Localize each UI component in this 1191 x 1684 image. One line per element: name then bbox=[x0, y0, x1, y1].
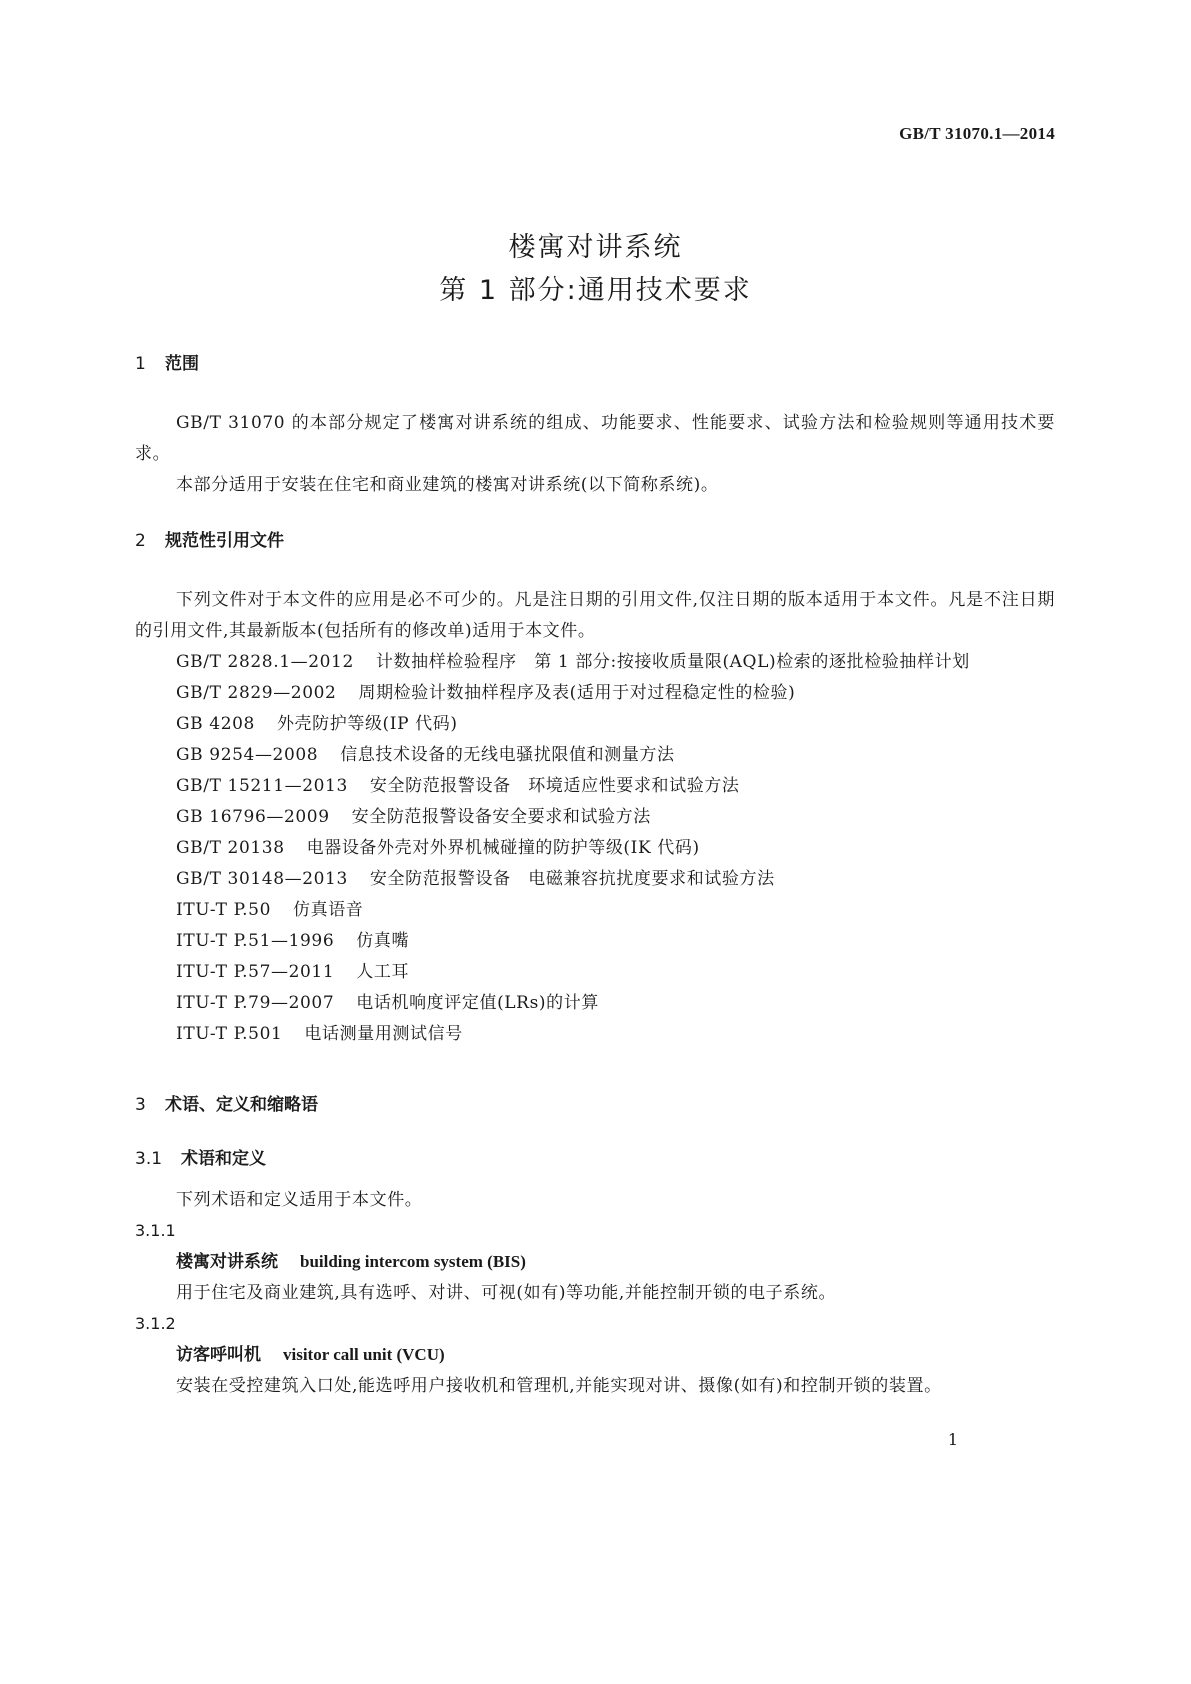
document-title-line2: 第 1 部分:通用技术要求 bbox=[439, 275, 752, 306]
reference-title: 安全防范报警设备 环境适应性要求和试验方法 bbox=[369, 776, 740, 796]
reference-item bbox=[135, 957, 1055, 988]
subsection-number: 3.1 bbox=[135, 1149, 163, 1169]
reference-title: 计数抽样检验程序 第 1 部分:按接收质量限(AQL)检索的逐批检验抽样计划 bbox=[375, 652, 970, 672]
term-name-zh: 楼寓对讲系统 bbox=[176, 1252, 278, 1272]
reference-item bbox=[135, 926, 1055, 957]
reference-code: GB/T 15211—2013 bbox=[176, 776, 348, 796]
standard-code: GB/T 31070.1—2014 bbox=[899, 124, 1055, 143]
term-definition: 用于住宅及商业建筑,具有选呼、对讲、可视(如有)等功能,并能控制开锁的电子系统。 bbox=[176, 1283, 837, 1303]
reference-code: ITU-T P.51—1996 bbox=[176, 931, 335, 951]
reference-code: ITU-T P.57—2011 bbox=[176, 962, 335, 982]
section-3 bbox=[135, 1093, 1055, 1117]
section-number: 1 bbox=[135, 354, 146, 374]
section-1-body bbox=[135, 408, 1055, 501]
paragraph: 下列术语和定义适用于本文件。 bbox=[176, 1190, 423, 1210]
term-definition: 安装在受控建筑入口处,能选呼用户接收机和管理机,并能实现对讲、摄像(如有)和控制开锁的装置。 bbox=[176, 1376, 942, 1396]
reference-item bbox=[135, 678, 1055, 709]
term-number: 3.1.2 bbox=[135, 1314, 176, 1333]
section-title: 范围 bbox=[165, 354, 199, 374]
term-name bbox=[135, 1339, 1055, 1371]
paragraph: GB/T 31070 的本部分规定了楼寓对讲系统的组成、功能要求、性能要求、试验方法和检验规则等通用技术要求。 bbox=[135, 413, 1055, 464]
reference-item bbox=[135, 740, 1055, 771]
term-name bbox=[135, 1246, 1055, 1278]
reference-code: GB 4208 bbox=[176, 714, 255, 734]
reference-item bbox=[135, 771, 1055, 802]
section-heading bbox=[135, 352, 1055, 376]
section-heading bbox=[135, 529, 1055, 553]
section-title: 规范性引用文件 bbox=[165, 531, 284, 551]
subsection-heading bbox=[135, 1147, 1055, 1171]
term-number: 3.1.1 bbox=[135, 1221, 176, 1240]
reference-code: GB/T 2828.1—2012 bbox=[176, 652, 354, 672]
page-number: 1 bbox=[947, 1430, 958, 1449]
reference-item bbox=[135, 833, 1055, 864]
reference-title: 电话测量用测试信号 bbox=[304, 1024, 463, 1044]
reference-item bbox=[135, 988, 1055, 1019]
paragraph: 本部分适用于安装在住宅和商业建筑的楼寓对讲系统(以下简称系统)。 bbox=[176, 475, 719, 495]
paragraph: 下列文件对于本文件的应用是必不可少的。凡是注日期的引用文件,仅注日期的版本适用于本文件。凡是不注日期的引用文件,其最新版本(包括所有的修改单)适用于本文件。 bbox=[135, 590, 1055, 641]
reference-title: 安全防范报警设备 电磁兼容抗扰度要求和试验方法 bbox=[369, 869, 775, 889]
section-number: 3 bbox=[135, 1095, 146, 1115]
reference-title: 周期检验计数抽样程序及表(适用于对过程稳定性的检验) bbox=[358, 683, 796, 703]
term-name-zh: 访客呼叫机 bbox=[176, 1345, 261, 1365]
term-name-en: visitor call unit (VCU) bbox=[283, 1345, 445, 1364]
subsection-3-1 bbox=[135, 1147, 1055, 1171]
reference-item bbox=[135, 1019, 1055, 1050]
section-heading bbox=[135, 1093, 1055, 1117]
section-1 bbox=[135, 352, 1055, 376]
reference-item bbox=[135, 709, 1055, 740]
reference-code: GB 9254—2008 bbox=[176, 745, 319, 765]
reference-code: ITU-T P.79—2007 bbox=[176, 993, 335, 1013]
reference-title: 信息技术设备的无线电骚扰限值和测量方法 bbox=[340, 745, 675, 765]
reference-code: GB/T 20138 bbox=[176, 838, 285, 858]
reference-title: 仿真嘴 bbox=[356, 931, 410, 951]
reference-title: 电器设备外壳对外界机械碰撞的防护等级(IK 代码) bbox=[306, 838, 700, 858]
reference-code: ITU-T P.501 bbox=[176, 1024, 283, 1044]
document-title-line1: 楼寓对讲系统 bbox=[508, 232, 683, 263]
reference-item bbox=[135, 895, 1055, 926]
reference-code: GB 16796—2009 bbox=[176, 807, 330, 827]
reference-title: 人工耳 bbox=[356, 962, 410, 982]
reference-code: GB/T 2829—2002 bbox=[176, 683, 337, 703]
reference-item bbox=[135, 647, 1055, 678]
reference-code: ITU-T P.50 bbox=[176, 900, 271, 920]
reference-title: 仿真语音 bbox=[293, 900, 364, 920]
subsection-title: 术语和定义 bbox=[181, 1149, 266, 1169]
reference-code: GB/T 30148—2013 bbox=[176, 869, 348, 889]
reference-title: 外壳防护等级(IP 代码) bbox=[276, 714, 458, 734]
section-2-body bbox=[135, 585, 1055, 1050]
section-2 bbox=[135, 529, 1055, 553]
reference-title: 电话机响度评定值(LRs)的计算 bbox=[356, 993, 599, 1013]
reference-title: 安全防范报警设备安全要求和试验方法 bbox=[351, 807, 651, 827]
section-number: 2 bbox=[135, 531, 146, 551]
section-title: 术语、定义和缩略语 bbox=[165, 1095, 318, 1115]
term-name-en: building intercom system (BIS) bbox=[300, 1252, 526, 1271]
reference-item bbox=[135, 864, 1055, 895]
reference-item bbox=[135, 802, 1055, 833]
subsection-3-1-body bbox=[135, 1185, 1055, 1402]
